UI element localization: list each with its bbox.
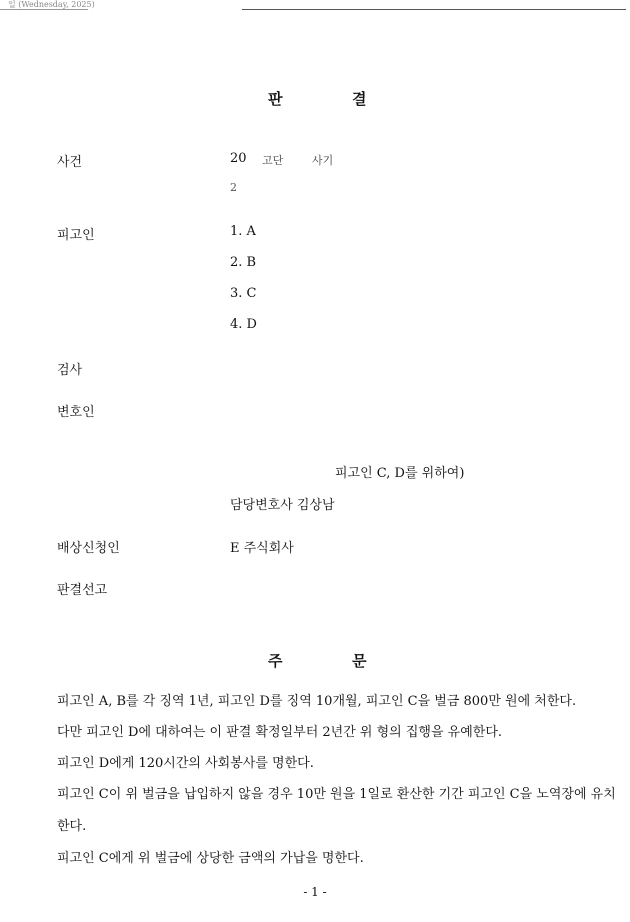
counsel-for-text: 피고인 C, D를 위하여) bbox=[335, 466, 465, 481]
order-line: 다만 피고인 D에 대하여는 이 판결 확정일부터 2년간 위 형의 집행을 유예한다. bbox=[57, 725, 503, 740]
claimant-label: 배상신청인 bbox=[57, 541, 120, 556]
order-title-char-2: 문 bbox=[352, 652, 367, 670]
claimant-value: E 주식회사 bbox=[230, 541, 294, 556]
order-title-char-1: 주 bbox=[268, 652, 283, 670]
case-number-line-2: 2 bbox=[230, 181, 237, 194]
case-label: 사건 bbox=[57, 155, 83, 170]
defendant-item: 4. D bbox=[230, 317, 257, 332]
verdict-date-label: 판결선고 bbox=[57, 583, 108, 598]
order-line: 피고인 D에게 120시간의 사회봉사를 명한다. bbox=[57, 756, 314, 771]
prosecutor-label: 검사 bbox=[57, 363, 83, 378]
order-line: 피고인 C에게 위 벌금에 상당한 금액의 가납을 명한다. bbox=[57, 851, 364, 866]
document-title-char-1: 판 bbox=[268, 90, 283, 108]
defendants-label: 피고인 bbox=[57, 228, 95, 243]
case-crime: 사기 bbox=[312, 154, 334, 167]
order-line: 피고인 C이 위 벌금을 납입하지 않을 경우 10만 원을 1일로 환산한 기간 피고인 C을 노역장에 유치 bbox=[57, 787, 616, 802]
header-divider-left bbox=[0, 9, 88, 10]
defendant-item: 2. B bbox=[230, 255, 257, 270]
header-text: 일 (Wednesday, 2025) bbox=[8, 0, 95, 9]
defendant-item: 3. C bbox=[230, 286, 257, 301]
page-number: - 1 - bbox=[303, 885, 327, 899]
header-divider-right bbox=[242, 9, 626, 10]
case-court-type: 고단 bbox=[262, 154, 284, 167]
order-line: 피고인 A, B를 각 징역 1년, 피고인 D를 징역 10개월, 피고인 C을 벌금 800만 원에 처한다. bbox=[57, 694, 577, 709]
case-number-prefix: 20 bbox=[230, 151, 247, 166]
defendant-item: 1. A bbox=[230, 224, 256, 239]
counsel-attorney: 담당변호사 김상남 bbox=[230, 498, 335, 513]
counsel-label: 변호인 bbox=[57, 405, 95, 420]
document-title-char-2: 결 bbox=[352, 90, 367, 108]
order-line: 한다. bbox=[57, 819, 87, 834]
